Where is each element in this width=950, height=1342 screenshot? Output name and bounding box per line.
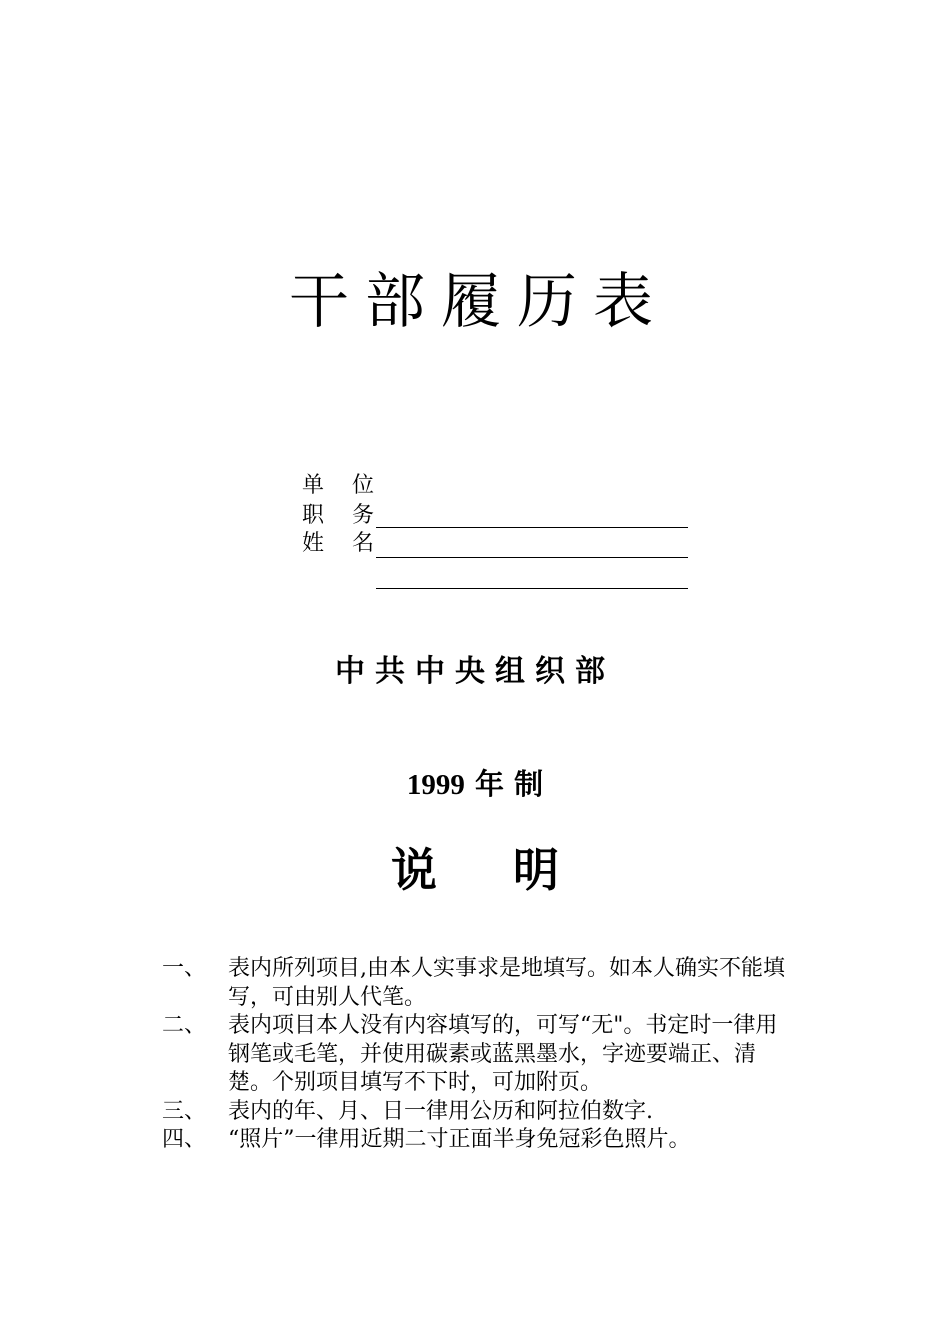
issue-year: [0, 764, 950, 805]
fill-line-2: [376, 557, 688, 558]
organization-name: 中共中央组织部: [335, 654, 615, 689]
instruction-text: 表内所列项目,由本人实事求是地填写。如本人确实不能填写，可由别人代笔。: [228, 956, 785, 1010]
instruction-text: “照片”一律用近期二寸正面半身免冠彩色照片。: [228, 1127, 691, 1152]
instructions-list: [162, 955, 792, 1155]
field-unit: [302, 472, 377, 500]
field-position: [302, 502, 377, 530]
instruction-number: 一、: [162, 956, 207, 981]
field-name-label-1: 姓: [302, 531, 325, 556]
issue-year-suffix: 年 制: [464, 767, 544, 801]
field-unit-label-1: 单: [302, 473, 325, 498]
fill-line-3: [376, 588, 688, 589]
instruction-number: 二、: [162, 1013, 207, 1038]
issue-year-number: 1999: [406, 769, 465, 801]
instructions-heading: [0, 838, 950, 902]
field-name: [302, 530, 377, 558]
fill-line-1: [376, 527, 688, 528]
instruction-number: 三、: [162, 1098, 207, 1124]
instruction-number: 四、: [162, 1127, 207, 1152]
field-unit-label-2: 位: [352, 473, 375, 498]
instruction-text: 表内项目本人没有内容填写的，可写“无"。书定时一律用钢笔或毛笔，并使用碳素或蓝黑墨水，字迹要端正、清楚。个别项目填写不下时，可加附页。: [228, 1013, 778, 1095]
instructions-heading-left: 说: [391, 843, 437, 897]
instruction-item: [162, 1012, 792, 1098]
field-name-label-2: 名: [352, 531, 375, 556]
instructions-heading-right: 明: [513, 843, 559, 897]
document-title: 干部履历表: [289, 267, 669, 338]
instruction-item: [162, 1098, 792, 1127]
field-position-label-1: 职: [302, 503, 325, 528]
instruction-text: 表内的年、月、日一律用公历和阿拉伯数字.: [228, 1098, 653, 1124]
instruction-item: [162, 955, 792, 1012]
field-position-label-2: 务: [352, 503, 375, 528]
instruction-item: [162, 1126, 792, 1155]
